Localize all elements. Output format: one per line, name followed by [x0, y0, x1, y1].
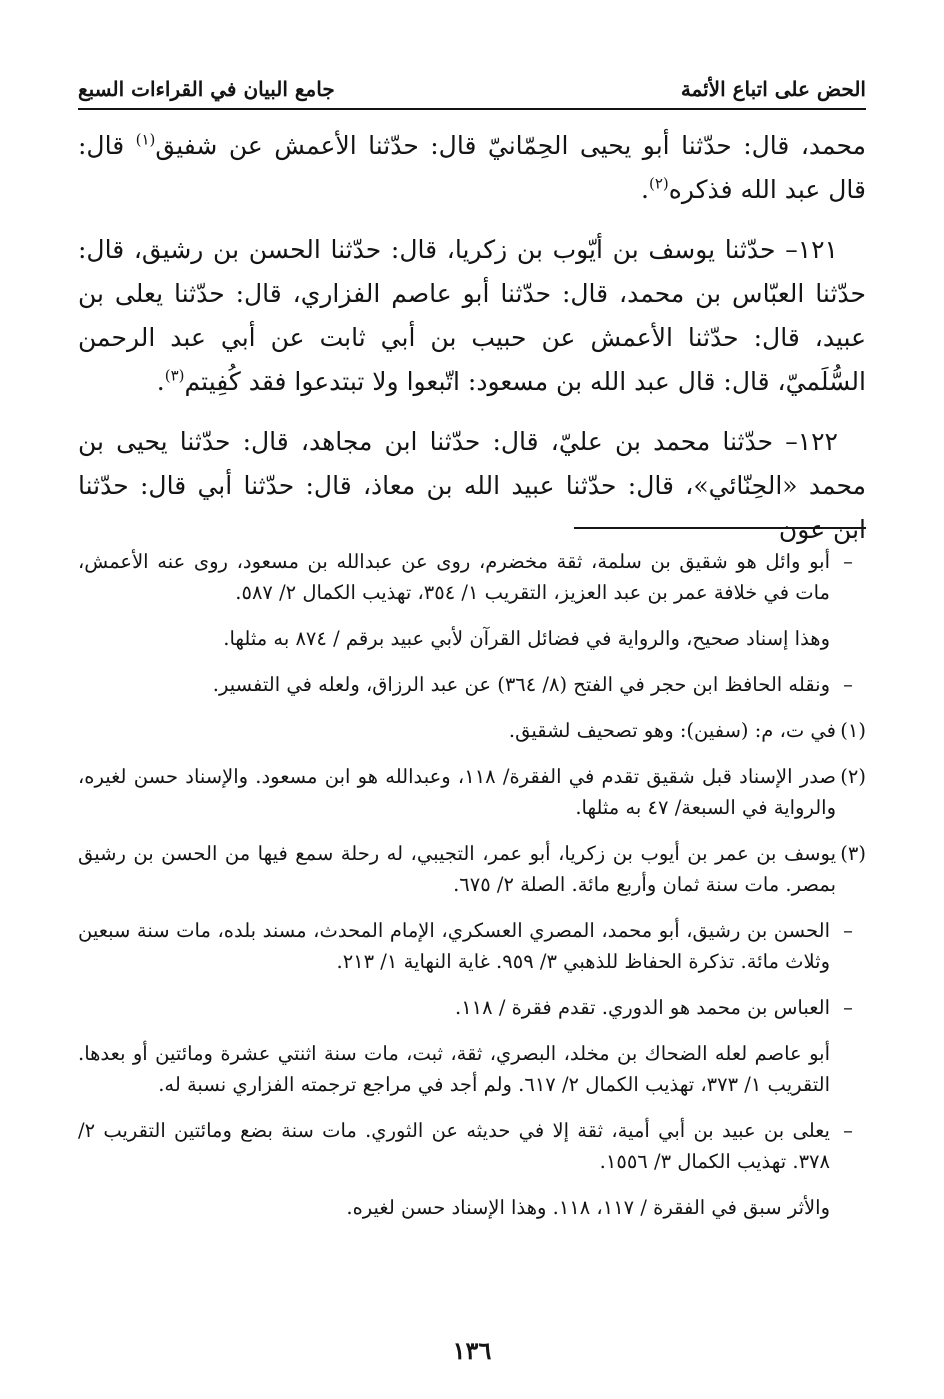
text-run: .	[641, 175, 649, 204]
header-divider	[78, 108, 866, 110]
footnote-ref-2[interactable]: (٢)	[648, 174, 669, 193]
footnote-text: ونقله الحافظ ابن حجر في الفتح (٨/ ٣٦٤) عن عبد الرزاق، ولعله في التفسير.	[212, 673, 830, 696]
footnote-comment	[78, 1115, 866, 1177]
dash-marker: –	[843, 919, 853, 942]
footnote-3	[78, 838, 866, 900]
main-text	[78, 124, 866, 568]
footnote-text: صدر الإسناد قبل شقيق تقدم في الفقرة/ ١١٨، وعبدالله هو ابن مسعود. والإسناد حسن لغيره، والرواية في السبعة/ ٤٧ به مثلها.	[78, 765, 836, 819]
text-run: ١٢١– حدّثنا يوسف بن أيّوب بن زكريا، قال: حدّثنا الحسن بن رشيق، قال: حدّثنا العبّاس بن محمد، قال: حدّثنا أبو عاصم الفزاري، قال: حدّثنا يعلى بن عبيد، قال: حدّثنا الأعمش عن حبيب بن أبي ثابت عن أبي عبد الرحمن السُّلَميّ، قال: قال عبد الله بن مسعود: اتّبعوا ولا تبتدعوا فقد كُفِيتم	[78, 235, 866, 396]
dash-marker: –	[843, 673, 853, 696]
footnote-text: أبو وائل هو شقيق بن سلمة، ثقة مخضرم، روى عن عبدالله بن مسعود، روى عنه الأعمش، مات في خلافة عمر بن عبد العزيز، التقريب ١/ ٣٥٤، تهذيب الكمال ٢/ ٥٨٧.	[78, 550, 830, 604]
text-run: محمد، قال: حدّثنا أبو يحيى الحِمّانيّ قال: حدّثنا الأعمش عن شفيق	[155, 131, 866, 160]
dash-marker: –	[843, 996, 853, 1019]
text-run: .	[156, 367, 165, 396]
footnote-divider	[574, 527, 866, 529]
footnote-comment	[78, 915, 866, 977]
footnote-comment	[78, 992, 866, 1023]
text-run: قال: قال عبد الله فذكره	[78, 131, 866, 204]
footnote-comment: وهذا إسناد صحيح، والرواية في فضائل القرآن لأبي عبيد برقم / ٨٧٤ به مثلها.	[223, 627, 830, 650]
footnote-comment: أبو عاصم لعله الضحاك بن مخلد، البصري، ثقة، ثبت، مات سنة اثنتي عشرة ومائتين أو بعدها. التقريب ١/ ٣٧٣، تهذيب الكمال ٢/ ٦١٧. ولم أجد في مراجع ترجمته الفزاري نسبة له.	[78, 1042, 830, 1096]
footnote-number: (٢)	[840, 765, 866, 788]
footnote-2	[78, 761, 866, 823]
footnote-text: يوسف بن عمر بن أيوب بن زكريا، أبو عمر، التجيبي، له رحلة سمع فيها من الحسن بن رشيق بمصر. مات سنة ثمان وأربع مائة. الصلة ٢/ ٦٧٥.	[78, 842, 836, 896]
footnote-number: (١)	[840, 719, 866, 742]
footnote-text: في ت، م: (سفين): وهو تصحيف لشقيق.	[508, 719, 836, 742]
footnote-ref-3[interactable]: (٣)	[164, 366, 185, 385]
footnotes	[78, 546, 866, 1238]
footnote-number: (٣)	[840, 842, 866, 865]
footnote-ref-1[interactable]: (١)	[135, 130, 156, 149]
footnote-text: العباس بن محمد هو الدوري. تقدم فقرة / ١١٨.	[455, 996, 830, 1019]
paragraph-121	[78, 228, 866, 404]
paragraph-continuation	[78, 124, 866, 212]
dash-marker: –	[843, 550, 853, 573]
footnote-text: الحسن بن رشيق، أبو محمد، المصري العسكري، الإمام المحدث، مسند بلده، مات سنة سبعين وثلاث مائة. تذكرة الحفاظ للذهبي ٣/ ٩٥٩. غاية النهاية ١/ ٢١٣.	[78, 919, 830, 973]
running-header	[78, 72, 866, 106]
header-chapter-title: الحض على اتباع الأئمة	[680, 77, 866, 101]
footnote-1	[78, 715, 866, 746]
page-number: ١٣٦	[452, 1336, 492, 1365]
header-book-title: جامع البيان في القراءات السبع	[78, 77, 335, 101]
footnote-text: يعلى بن عبيد بن أبي أمية، ثقة إلا في حديثه عن الثوري. مات سنة بضع ومائتين التقريب ٢/ ٣٧٨. تهذيب الكمال ٣/ ١٥٥٦.	[78, 1119, 830, 1173]
dash-marker: –	[843, 1119, 853, 1142]
paragraph-122: ١٢٢– حدّثنا محمد بن عليّ، قال: حدّثنا ابن مجاهد، قال: حدّثنا يحيى بن محمد «الحِنّائي»، قال: حدّثنا عبيد الله بن معاذ، قال: حدّثنا أبي قال: حدّثنا ابن عون	[78, 427, 866, 544]
footnote-comment	[78, 546, 866, 608]
footnote-comment: والأثر سبق في الفقرة / ١١٧، ١١٨. وهذا الإسناد حسن لغيره.	[346, 1196, 830, 1219]
footnote-comment	[78, 669, 866, 700]
